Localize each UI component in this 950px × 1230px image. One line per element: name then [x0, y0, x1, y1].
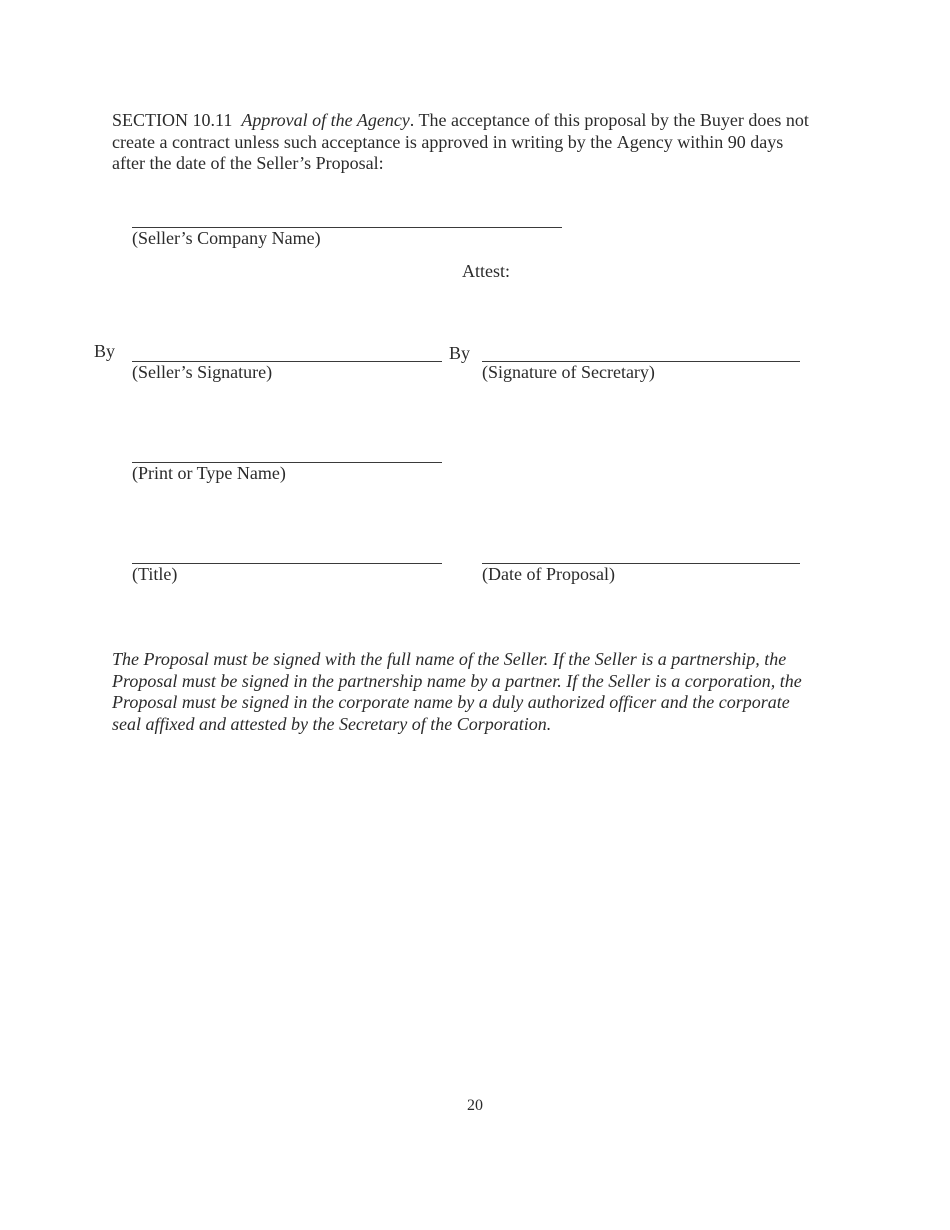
by-label-secretary: By — [449, 343, 471, 363]
signing-instructions — [112, 649, 872, 735]
date-of-proposal-caption: (Date of Proposal) — [482, 564, 615, 584]
secretary-signature-caption: (Signature of Secretary) — [482, 362, 655, 382]
page-number: 20 — [467, 1097, 483, 1114]
title-line[interactable] — [132, 563, 442, 564]
title-caption: (Title) — [132, 564, 178, 584]
note-line-1: The Proposal must be signed with the full name of the Seller. If the Seller is a partnership, the — [112, 649, 787, 669]
by-label-seller: By — [94, 341, 116, 361]
section-line-1-text: . The acceptance of this proposal by the Buyer does not — [409, 110, 809, 130]
section-line-1 — [112, 110, 852, 132]
print-name-caption: (Print or Type Name) — [132, 463, 286, 483]
section-line-3: after the date of the Seller’s Proposal: — [112, 153, 384, 173]
note-line-2: Proposal must be signed in the partnership name by a partner. If the Seller is a corporation, the — [112, 670, 802, 691]
section-number: SECTION 10.11 — [112, 110, 233, 130]
note-line-3: Proposal must be signed in the corporate name by a duly authorized officer and the corporate — [112, 692, 790, 712]
note-line-4: seal affixed and attested by the Secretary of the Corporation. — [112, 713, 552, 734]
company-name-caption: (Seller’s Company Name) — [132, 228, 321, 248]
section-line-2: create a contract unless such acceptance is approved in writing by the Agency within 90 days — [112, 131, 784, 152]
attest-label: Attest: — [462, 261, 510, 281]
seller-signature-caption: (Seller’s Signature) — [132, 362, 273, 382]
section-paragraph — [112, 110, 852, 175]
section-heading: Approval of the Agency — [241, 110, 410, 130]
